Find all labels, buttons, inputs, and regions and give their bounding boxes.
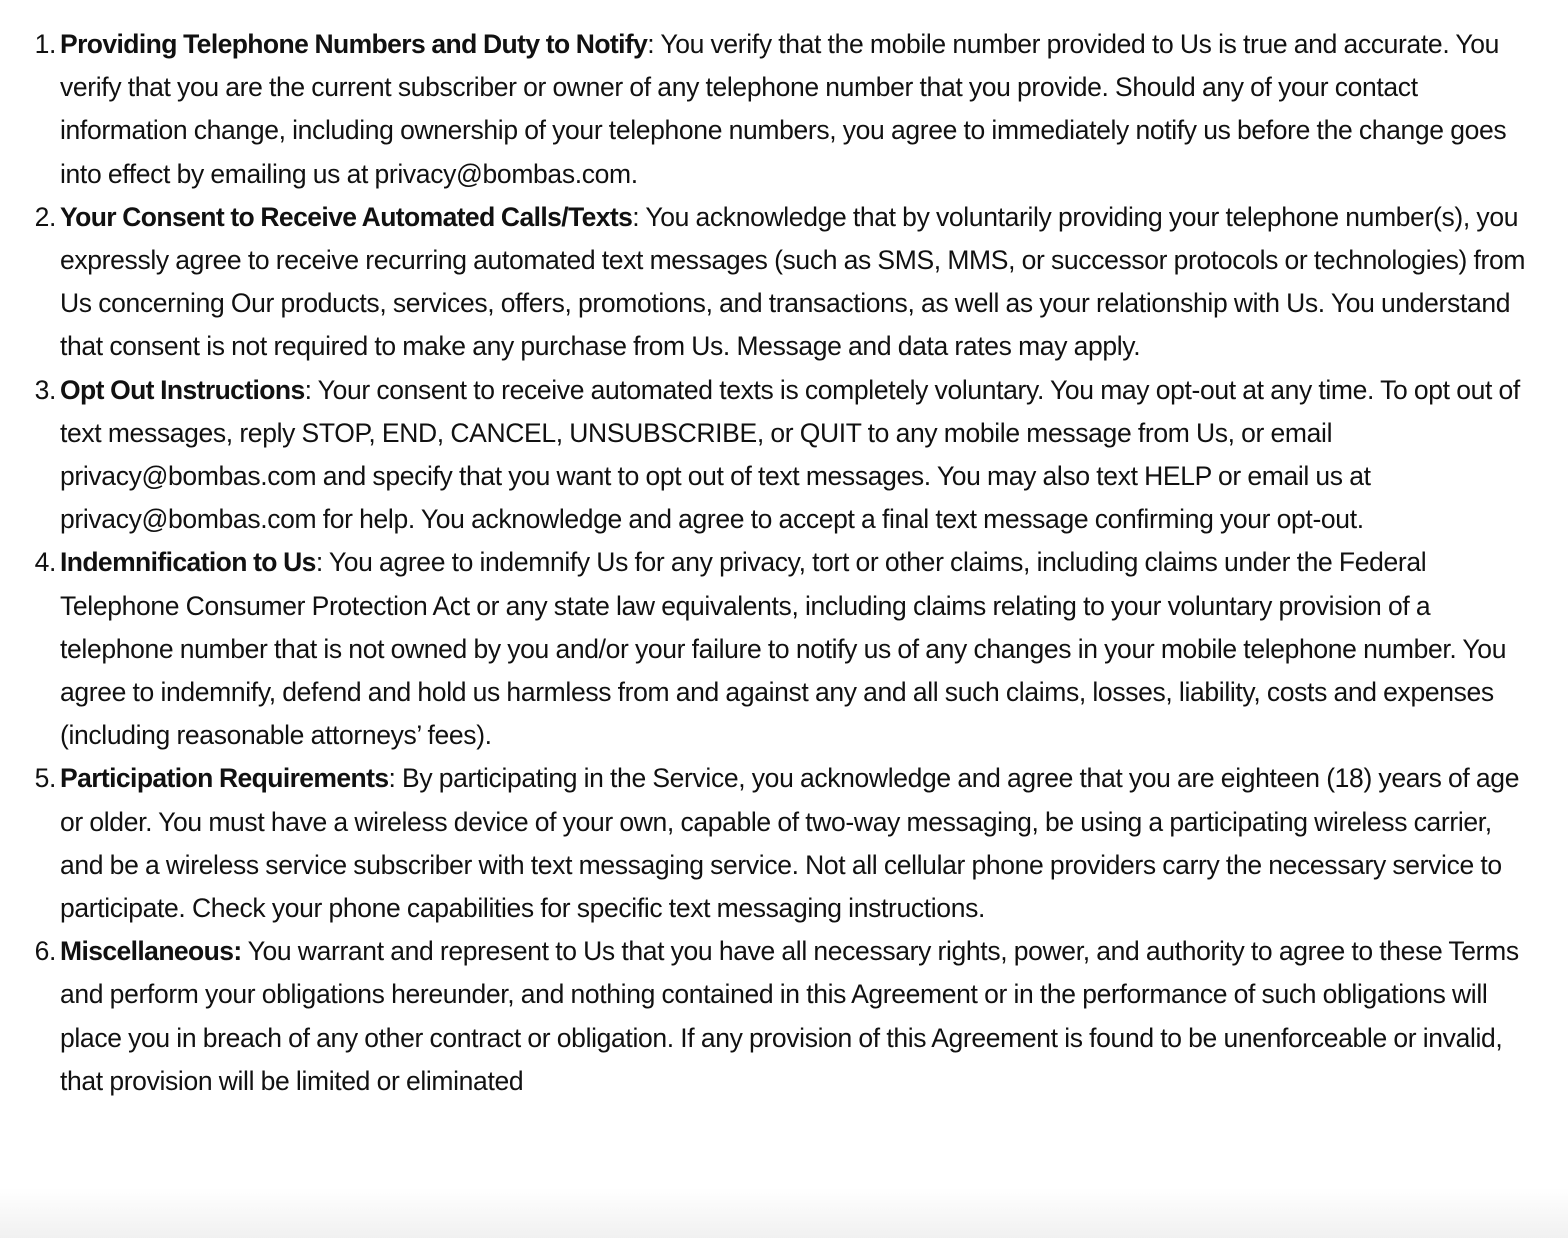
item-title: Indemnification to Us	[60, 547, 316, 578]
term-item-miscellaneous	[34, 930, 1538, 1103]
item-body: You acknowledge that by voluntarily providing your telephone number(s), you expressly agree to receive recurring automated text messages (such as SMS, MMS, or successor protocols or technologies) from Us concerning Our products, services, offers, promotions, and transactions, as well as your relationship with Us. You understand that consent is not required to make any purchase from Us. Message and data rates may apply.	[60, 201, 1526, 362]
item-title: Miscellaneous:	[60, 936, 242, 967]
term-item-opt-out-instructions	[34, 369, 1538, 542]
term-item-participation-requirements	[34, 757, 1538, 930]
item-title: Your Consent to Receive Automated Calls/Texts	[60, 201, 633, 232]
item-title: Opt Out Instructions	[60, 374, 305, 405]
term-item-providing-telephone-numbers	[34, 23, 1538, 196]
item-title: Participation Requirements	[60, 763, 389, 794]
item-number: 5.	[34, 763, 56, 794]
terms-list	[0, 23, 1538, 1103]
item-body: By participating in the Service, you acknowledge and agree that you are eighteen (18) years of age or older. You must have a wireless device of your own, capable of two-way messaging, be using a participating wireless carrier, and be a wireless service subscriber with text messaging service. Not all cellular phone providers carry the necessary service to participate. Check your phone capabilities for specific text messaging instructions.	[60, 763, 1520, 924]
term-item-indemnification	[34, 541, 1538, 757]
item-title: Providing Telephone Numbers and Duty to Notify	[60, 29, 648, 59]
item-body: You warrant and represent to Us that you have all necessary rights, power, and authority to agree to these Terms and perform your obligations hereunder, and nothing contained in this Agreement or in the performance of such obligations will place you in breach of any other contract or obligation. If any provision of this Agreement is found to be unenforceable or invalid, that provision will be limited or eliminated	[60, 936, 1519, 1096]
bottom-fade-overlay	[0, 1188, 1568, 1238]
item-separator: :	[388, 763, 396, 794]
item-number: 1.	[34, 29, 56, 59]
item-separator: :	[304, 374, 312, 405]
item-number: 6.	[34, 936, 56, 967]
item-number: 4.	[34, 547, 56, 578]
item-body: You verify that the mobile number provided to Us is true and accurate. You verify that you are the current subscriber or owner of any telephone number that you provide. Should any of your contact information change, including ownership of your telephone numbers, you agree to immediately notify us before the change goes into effect by emailing us at privacy@bombas.com.	[60, 29, 1507, 189]
item-body: Your consent to receive automated texts is completely voluntary. You may opt-out at any time. To opt out of text messages, reply STOP, END, CANCEL, UNSUBSCRIBE, or QUIT to any mobile message from Us, or email privacy@bombas.com and specify that you want to opt out of text messages. You may also text HELP or email us at privacy@bombas.com for help. You acknowledge and agree to accept a final text message confirming your opt-out.	[60, 374, 1520, 535]
item-separator: :	[647, 29, 655, 59]
item-number: 2.	[34, 201, 56, 232]
item-separator: :	[315, 547, 323, 578]
item-number: 3.	[34, 374, 56, 405]
item-separator: :	[632, 201, 640, 232]
item-body: You agree to indemnify Us for any privacy, tort or other claims, including claims under the Federal Telephone Consumer Protection Act or any state law equivalents, including claims relating to your voluntary provision of a telephone number that is not owned by you and/or your failure to notify us of any changes in your mobile telephone number. You agree to indemnify, defend and hold us harmless from and against any and all such claims, losses, liability, costs and expenses (including reasonable attorneys’ fees).	[60, 547, 1507, 751]
term-item-consent-automated-texts	[34, 196, 1538, 369]
